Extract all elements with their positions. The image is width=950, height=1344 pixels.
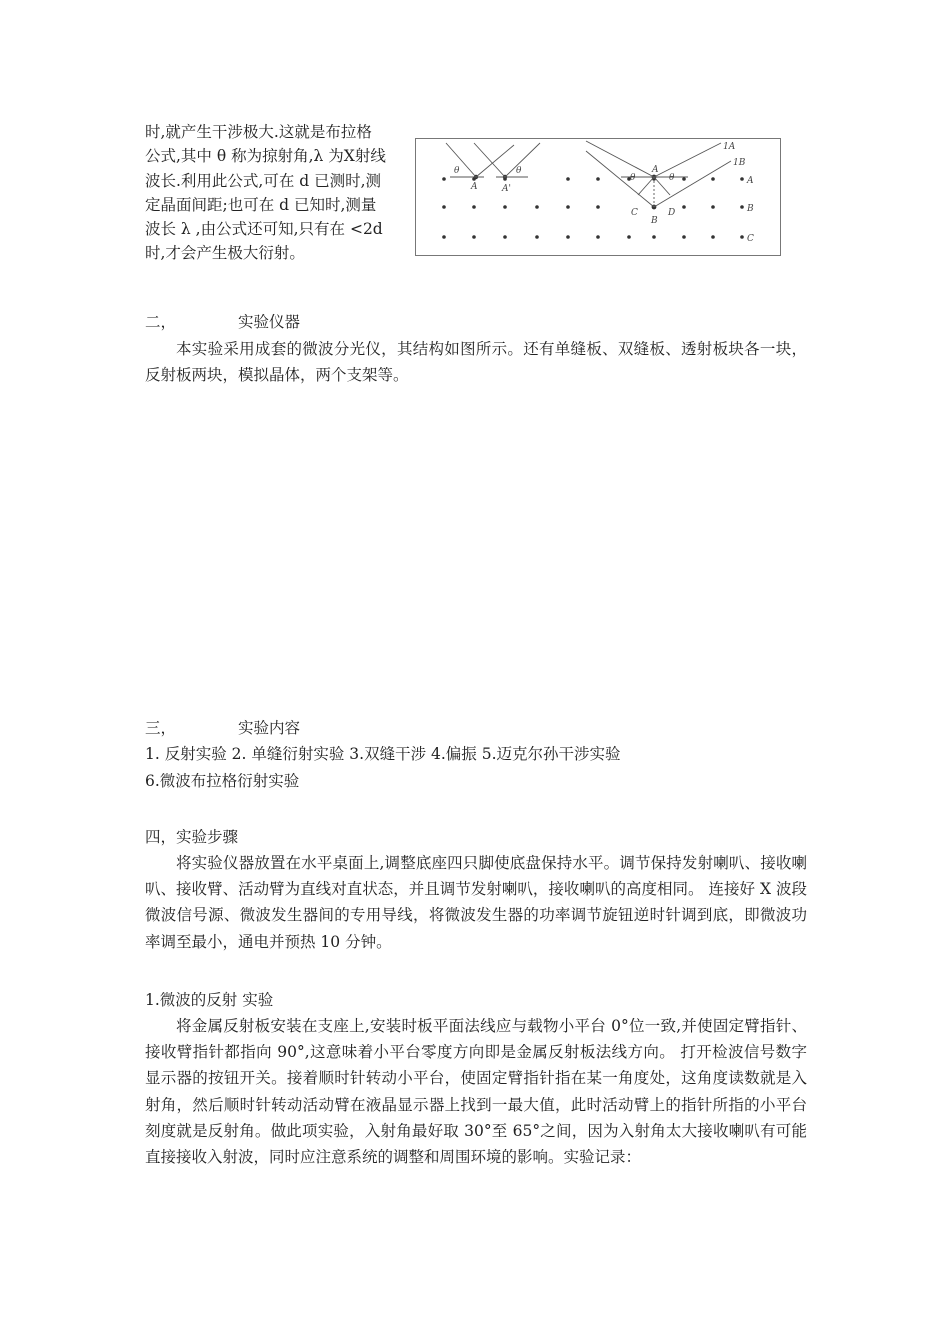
row-c-label: C: [747, 234, 754, 244]
section-4-heading: 四，实验步骤: [145, 828, 239, 846]
section-number: 三，: [145, 719, 177, 737]
experiment-list-line: 6.微波布拉格衍射实验: [145, 772, 300, 790]
label-a-prime: A': [502, 184, 511, 194]
intro-text: [145, 120, 407, 266]
theta-label: θ: [454, 166, 460, 176]
row-a-label: A: [747, 176, 754, 186]
experiment-list-line: 1. 反射实验 2. 单缝衍射实验 3.双缝干涉 4.偏振 5.迈克尔孙干涉实验: [145, 745, 621, 763]
intro-line: 时,才会产生极大衍射。: [145, 244, 305, 263]
section-number: 二，: [145, 313, 177, 331]
intro-line: 公式,其中 θ 称为掠射角,λ 为X射线: [145, 147, 386, 166]
label-a: A: [471, 182, 478, 192]
row-b-label: B: [747, 204, 754, 214]
intro-line: 波长 λ ,由公式还可知,只有在 <2d: [145, 220, 383, 239]
section-2-body: 本实验采用成套的微波分光仪，其结构如图所示。还有单缝板、双缝板、透射板块各一块，反射板两块，模拟晶体，两个支架等。: [145, 340, 807, 385]
subsection-1-heading: 1.微波的反射 实验: [145, 991, 274, 1009]
ray-1b-label: 1B: [733, 158, 746, 168]
label-b: B: [651, 216, 658, 226]
label-a: A: [652, 165, 659, 175]
bragg-diffraction-figure: [415, 138, 781, 256]
lattice-dots: [442, 175, 744, 239]
section-3-heading: [145, 718, 300, 738]
section-title: 实验仪器: [238, 313, 301, 331]
ray-1a-label: 1A: [723, 142, 736, 152]
ray-lines: [446, 141, 731, 207]
section-title: 实验内容: [238, 719, 301, 737]
subsection-1-body: 将金属反射板安装在支座上,安装时板平面法线应与载物小平台 0°位一致,并使固定臂指针、接收臂指针都指向 90°,这意味着小平台零度方向即是金属反射板法线方向。 打开检波信号数字显示器的按钮开关。接着顺时针转动小平台，使固定臂指针指在某一角度处，这角度读数就是入射角，然后顺时针转动活动臂在液晶显示器上找到一最大值，此时活动臂上的指针所指的小平台刻度就是反射角。做此项实验，入射角最好取 30°至 65°之间，因为入射角太大接收喇叭有可能直接接收入射波，同时应注意系统的调整和周围环境的影响。实验记录：: [145, 1017, 807, 1167]
section-2-heading: [145, 312, 300, 332]
label-d: D: [668, 208, 676, 218]
bragg-diagram: [416, 139, 782, 257]
theta-label: θ: [630, 173, 636, 183]
intro-line: 定晶面间距;也可在 d 已知时,测量: [145, 195, 377, 214]
intro-line: 波长.利用此公式,可在 d 已测时,测: [145, 171, 382, 190]
label-c: C: [631, 208, 638, 218]
theta-label: θ: [669, 173, 675, 183]
theta-label: θ: [516, 166, 522, 176]
section-4-body: 将实验仪器放置在水平桌面上,调整底座四只脚使底盘保持水平。调节保持发射喇叭、接收喇叭、接收臂、活动臂为直线对直状态，并且调节发射喇叭，接收喇叭的高度相同。 连接好 X 波段微波信号源、微波发生器间的专用导线，将微波发生器的功率调节旋钮逆时针调到底，即微波功率调至最小，通电并预热 10 分钟。: [145, 854, 807, 951]
intro-line: 时,就产生干涉极大.这就是布拉格: [145, 123, 372, 141]
